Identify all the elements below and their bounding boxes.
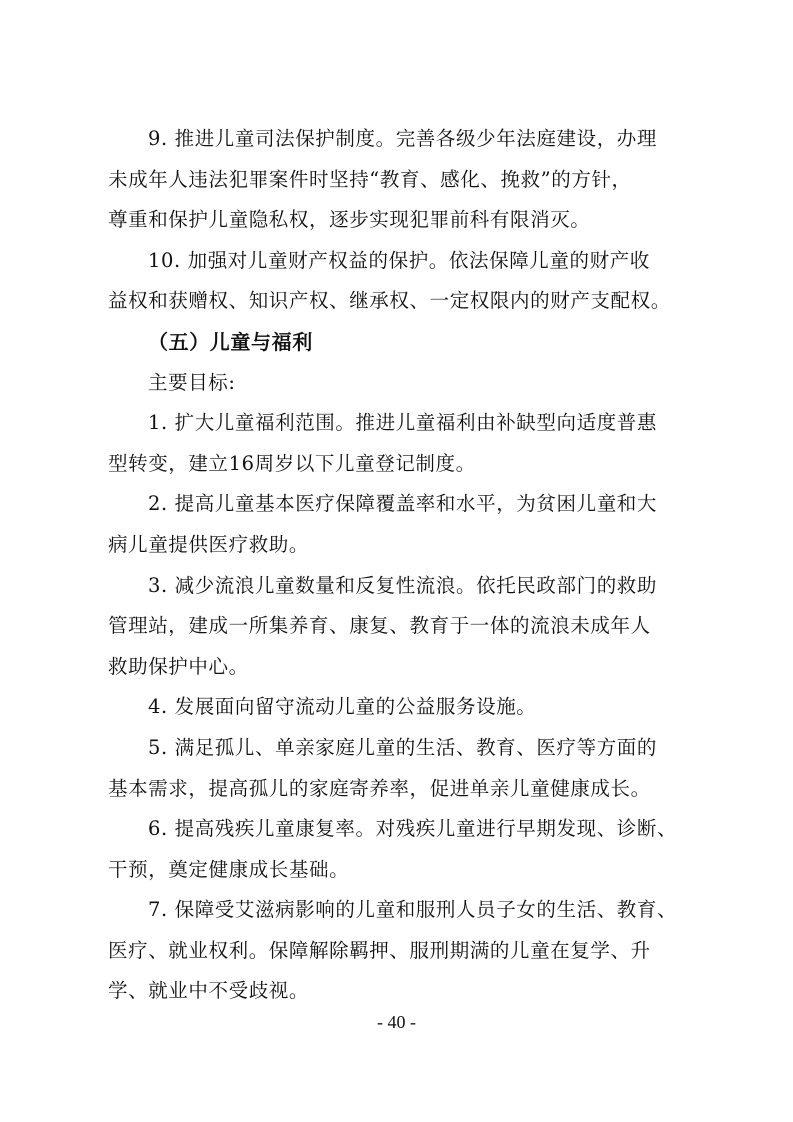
goal-5-line-1: 5. 满足孤儿、单亲家庭儿童的生活、教育、医疗等方面的 <box>148 735 658 759</box>
goal-2-line-2: 病儿童提供医疗救助。 <box>108 532 310 556</box>
goal-7-line-1: 7. 保障受艾滋病影响的儿童和服刑人员子女的生活、教育、 <box>148 898 678 922</box>
goal-1-line-1: 1. 扩大儿童福利范围。推进儿童福利由补缺型向适度普惠 <box>148 411 658 435</box>
goal-2-line-1: 2. 提高儿童基本医疗保障覆盖率和水平，为贫困儿童和大 <box>148 492 658 516</box>
goal-1-line-2: 型转变，建立16周岁以下儿童登记制度。 <box>108 451 476 475</box>
goal-7-line-2: 医疗、就业权利。保障解除羁押、服刑期满的儿童在复学、升 <box>108 938 651 962</box>
goal-4-line-1: 4. 发展面向留守流动儿童的公益服务设施。 <box>148 695 537 719</box>
paragraph-10-line-1: 10. 加强对儿童财产权益的保护。依法保障儿童的财产收 <box>148 248 650 272</box>
goal-3-line-3: 救助保护中心。 <box>108 654 249 678</box>
goal-7-line-3: 学、就业中不受歧视。 <box>108 979 310 1003</box>
goal-6-line-1: 6. 提高残疾儿童康复率。对残疾儿童进行早期发现、诊断、 <box>148 817 678 841</box>
section-heading: （五）儿童与福利 <box>148 329 313 354</box>
goal-3-line-1: 3. 减少流浪儿童数量和反复性流浪。依托民政部门的救助 <box>148 573 658 597</box>
document-body <box>108 119 690 1012</box>
goal-6-line-2: 干预，奠定健康成长基础。 <box>108 857 350 881</box>
page-number: - 40 - <box>377 1012 416 1032</box>
paragraph-9-line-1: 9. 推进儿童司法保护制度。完善各级少年法庭建设，办理 <box>148 127 658 150</box>
main-goals-label: 主要目标: <box>148 370 236 394</box>
goal-3-line-2: 管理站，建成一所集养育、康复、教育于一体的流浪未成年人 <box>108 614 651 638</box>
paragraph-9-line-3: 尊重和保护儿童隐私权，逐步实现犯罪前科有限消灭。 <box>108 208 591 232</box>
goal-5-line-2: 基本需求，提高孤儿的家庭寄养率，促进单亲儿童健康成长。 <box>108 776 651 800</box>
paragraph-9-line-2: 未成年人违法犯罪案件时坚持“教育、感化、挽救”的方针， <box>108 167 632 191</box>
paragraph-10-line-2: 益权和获赠权、知识产权、继承权、一定权限内的财产支配权。 <box>108 289 671 313</box>
